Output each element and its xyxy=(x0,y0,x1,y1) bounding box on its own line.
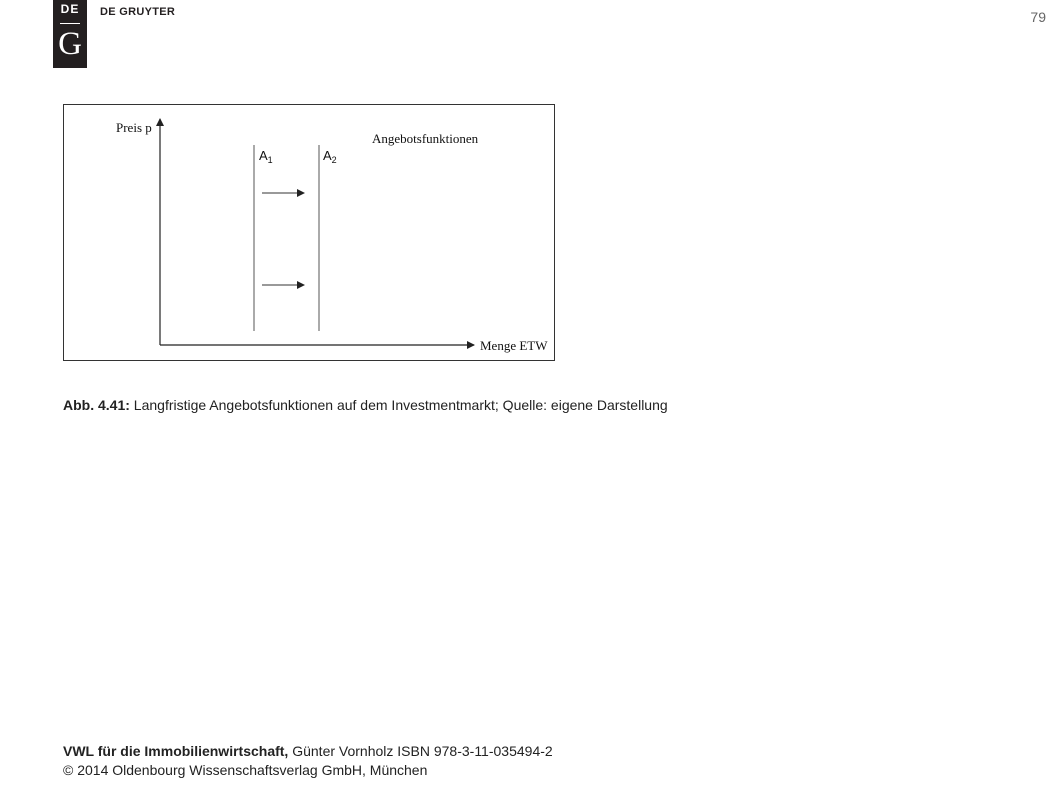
page-number: 79 xyxy=(1030,9,1046,25)
supply-function-diagram xyxy=(64,105,554,360)
curve-a1-letter: A xyxy=(259,148,268,163)
curve-a2-label xyxy=(323,148,337,165)
figure xyxy=(63,104,555,361)
publisher-name: DE GRUYTER xyxy=(100,6,176,18)
y-axis-label: Preis p xyxy=(116,120,152,135)
curve-a2-subscript: 2 xyxy=(331,155,337,165)
figure-caption xyxy=(63,397,668,413)
logo-g-text: G xyxy=(58,26,82,62)
logo-de-text: DE xyxy=(60,2,80,16)
legend-title: Angebotsfunktionen xyxy=(372,131,479,146)
book-info: Günter Vornholz ISBN 978-3-11-035494-2 xyxy=(292,743,553,759)
book-title: VWL für die Immobilienwirtschaft, xyxy=(63,743,289,759)
caption-number: Abb. 4.41: xyxy=(63,397,130,413)
curve-a1-label xyxy=(259,148,273,165)
publisher-logo xyxy=(53,0,87,68)
curve-a1-subscript: 1 xyxy=(267,155,273,165)
logo-divider xyxy=(60,23,80,24)
footer-line-1 xyxy=(63,742,553,761)
copyright: © 2014 Oldenbourg Wissenschaftsverlag GmbH, München xyxy=(63,762,428,778)
page-footer xyxy=(63,742,553,780)
curve-a2-letter: A xyxy=(323,148,332,163)
caption-text: Langfristige Angebotsfunktionen auf dem Investmentmarkt; Quelle: eigene Darstellung xyxy=(133,397,668,413)
x-axis-label: Menge ETW xyxy=(480,338,548,353)
